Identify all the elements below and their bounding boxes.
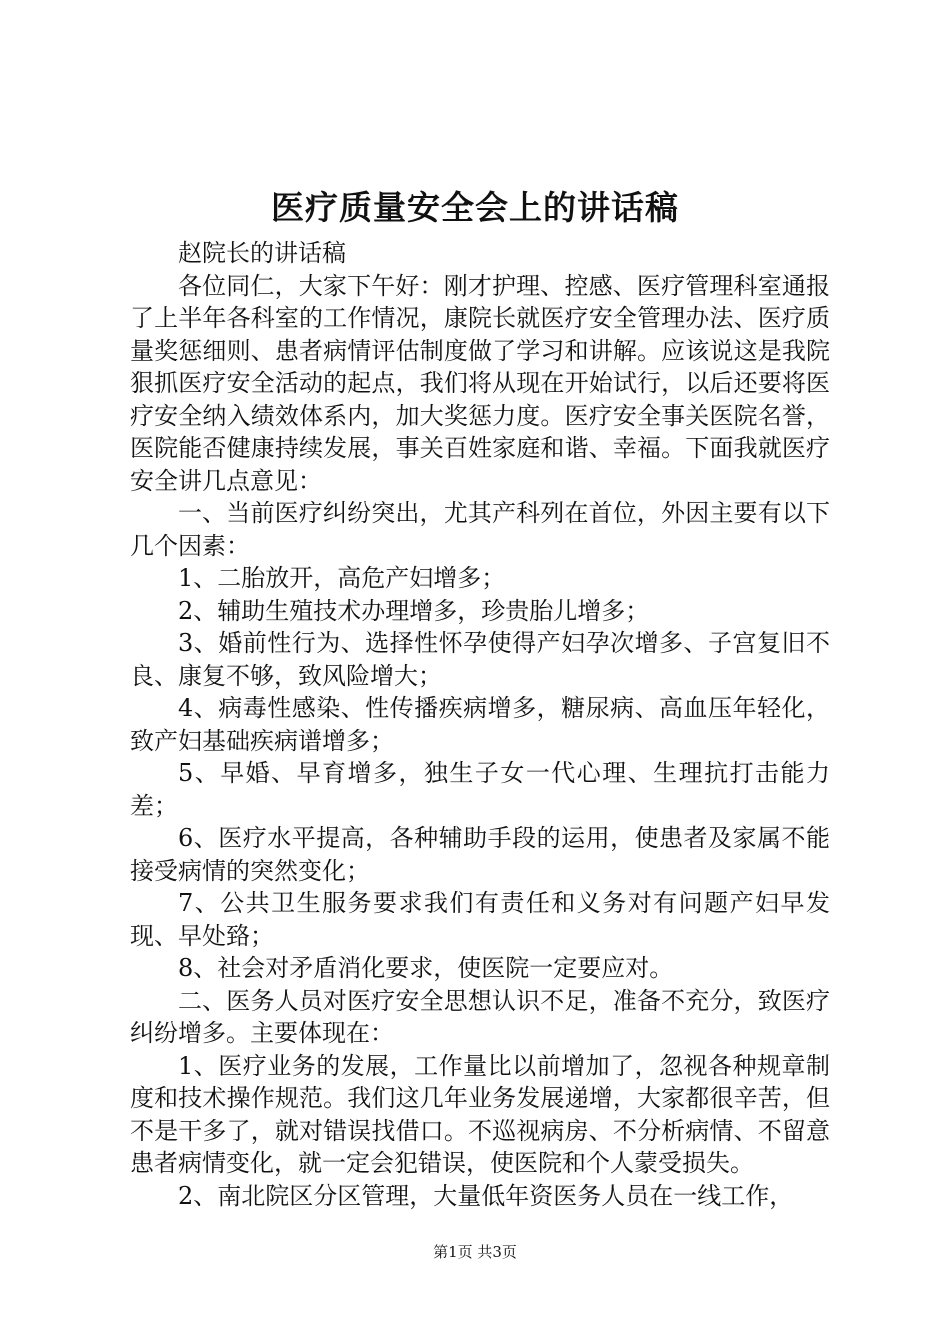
page-indicator: 第1页 共3页 [433,1243,517,1261]
list-item: 2、南北院区分区管理，大量低年资医务人员在一线工作， [178,1181,794,1210]
document-body [130,237,830,1212]
list-item: 6、医疗水平提高，各种辅助手段的运用，使患者及家属不能接受病情的突然变化； [130,824,830,885]
document-title: 医疗质量安全会上的讲话稿 [271,188,679,227]
page-footer [0,1242,950,1262]
list-item: 3、婚前性行为、选择性怀孕使得产妇孕次增多、子宫复旧不良、康复不够，致风险增大； [130,629,830,690]
list-item: 1、二胎放开，高危产妇增多； [178,564,506,592]
list-item: 4、病毒性感染、性传播疾病增多，糖尿病、高血压年轻化，致产妇基础疾病谱增多； [130,694,830,755]
list-item: 8、社会对矛盾消化要求，使医院一定要应对。 [178,954,674,982]
paragraph-subtitle: 赵院长的讲话稿 [178,239,346,267]
list-item: 2、辅助生殖技术办理增多，珍贵胎儿增多； [178,596,650,625]
paragraph: 各位同仁，大家下午好：刚才护理、控感、医疗管理科室通报了上半年各科室的工作情况，康院长就医疗安全管理办法、医疗质量奖惩细则、患者病情评估制度做了学习和讲解。应该说这是我院狠抓医疗安全活动的起点，我们将从现在开始试行，以后还要将医疗安全纳入绩效体系内，加大奖惩力度。医疗安全事关医院名誉，医院能否健康持续发展，事关百姓家庭和谐、幸福。下面我就医疗安全讲几点意见： [130,271,830,495]
paragraph: 二、医务人员对医疗安全思想认识不足，准备不充分，致医疗纠纷增多。主要体现在： [130,986,830,1047]
paragraph: 一、当前医疗纠纷突出，尤其产科列在首位，外因主要有以下几个因素： [130,499,830,560]
list-item: 5、早婚、早育增多，独生子女一代心理、生理抗打击能力差； [130,759,830,820]
list-item: 7、公共卫生服务要求我们有责任和义务对有问题产妇早发现、早处臵； [130,889,830,950]
list-item: 1、医疗业务的发展，工作量比以前增加了，忽视各种规章制度和技术操作规范。我们这几年业务发展递增，大家都很辛苦，但不是干多了，就对错误找借口。不巡视病房、不分析病情、不留意患者病情变化，就一定会犯错误，使医院和个人蒙受损失。 [130,1051,830,1177]
